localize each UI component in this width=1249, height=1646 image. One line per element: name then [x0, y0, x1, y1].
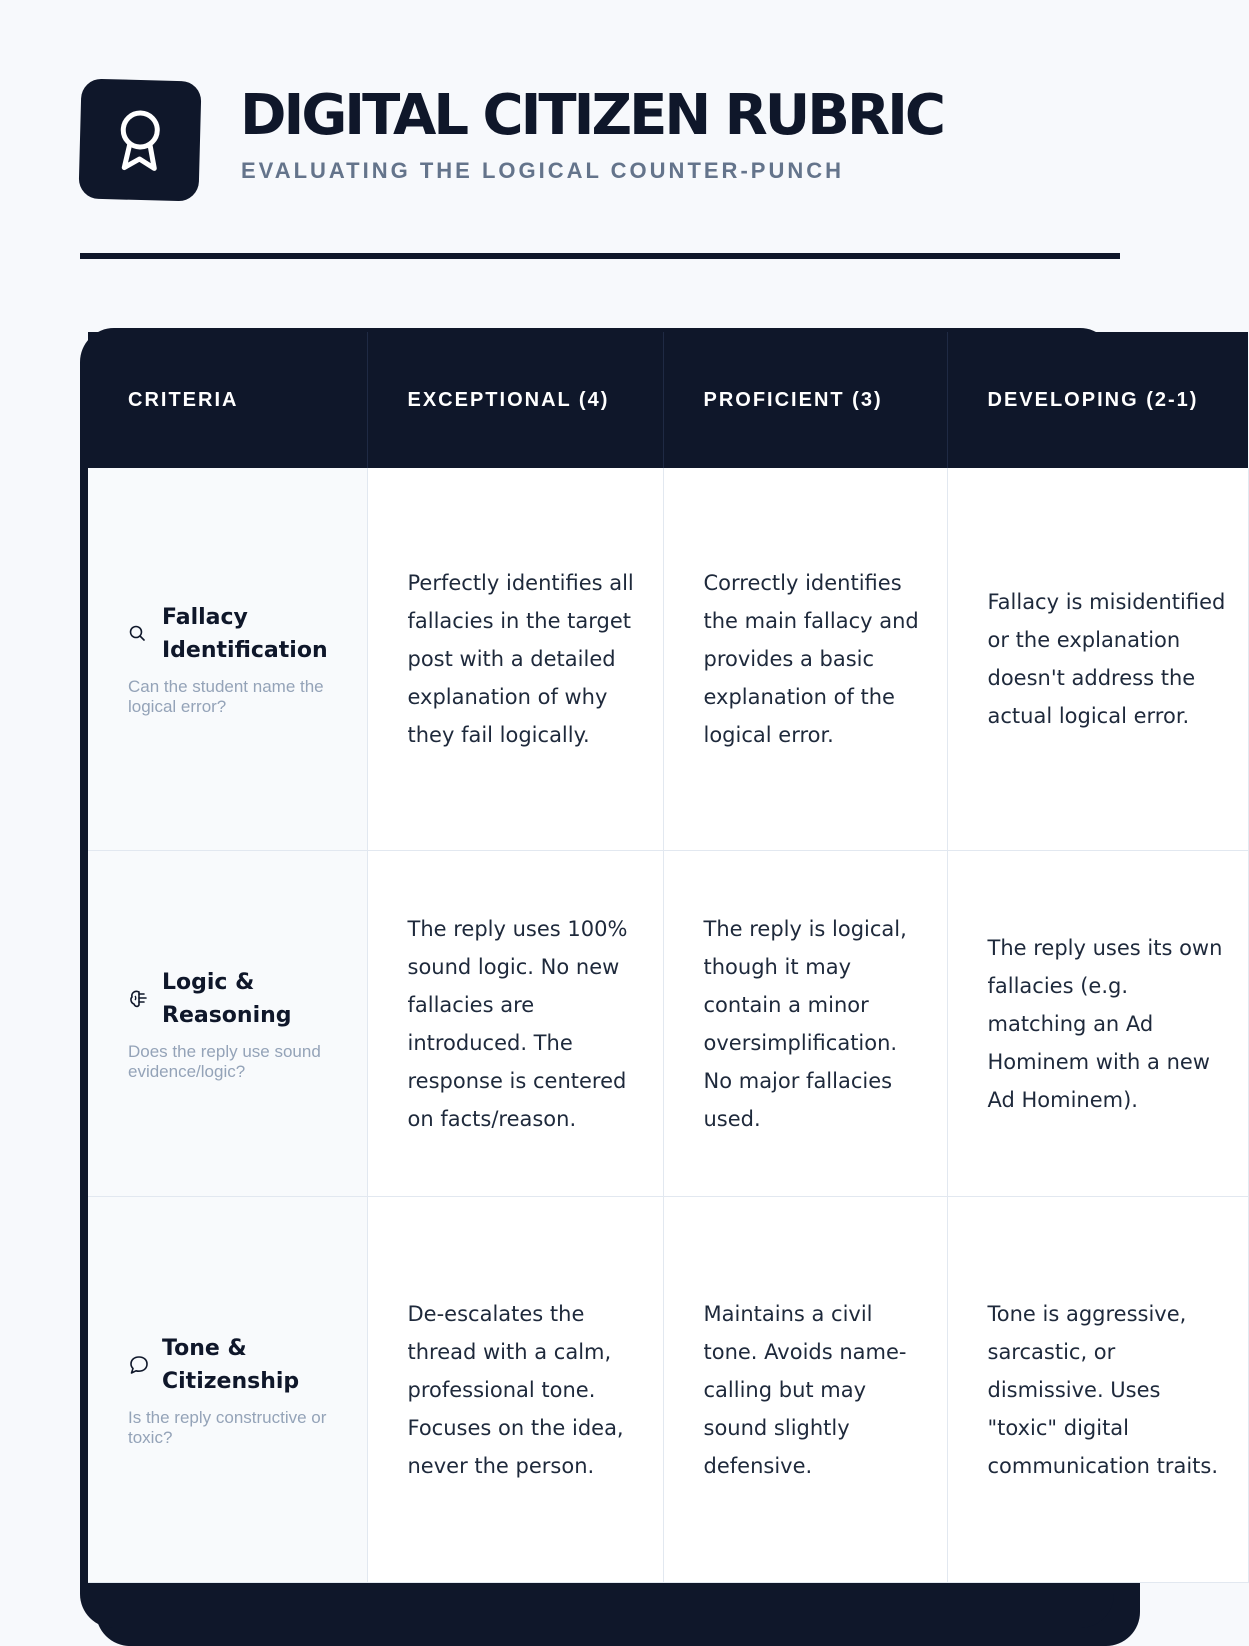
criterion-cell — [88, 1197, 367, 1583]
rubric-table — [88, 332, 1249, 1583]
criterion-title: Tone & Citizenship — [162, 1335, 300, 1394]
rubric-table-viewport[interactable] — [88, 332, 1226, 1628]
table-header-row — [88, 332, 1248, 468]
exceptional-cell: Perfectly identifies all fallacies in the target post with a detailed explanation of why they fail logically. — [367, 468, 663, 851]
proficient-cell: Maintains a civil tone. Avoids name-calling but may sound slightly defensive. — [663, 1197, 947, 1583]
page-subtitle: EVALUATING THE LOGICAL COUNTER-PUNCH — [241, 158, 844, 183]
header-divider — [80, 253, 1120, 259]
page-title: DIGITAL CITIZEN RUBRIC — [240, 83, 944, 148]
exceptional-cell: The reply uses 100% sound logic. No new fallacies are introduced. The response is centered on facts/reason. — [367, 851, 663, 1197]
page-header — [80, 78, 1120, 202]
brain-icon — [128, 986, 154, 1012]
criterion-question: Is the reply constructive or toxic? — [128, 1407, 327, 1447]
speech-bubble-icon — [128, 1352, 154, 1378]
criterion-cell — [88, 468, 367, 851]
search-icon — [128, 621, 154, 647]
table-row — [88, 468, 1248, 851]
column-header-exceptional: EXCEPTIONAL (4) — [367, 332, 663, 468]
criterion-question: Does the reply use sound evidence/logic? — [128, 1041, 321, 1081]
developing-cell: Tone is aggressive, sarcastic, or dismissive. Uses "toxic" digital communication traits. — [947, 1197, 1248, 1583]
criterion-title: Logic & Reasoning — [162, 969, 292, 1028]
logo-badge — [78, 78, 201, 201]
criterion-question: Can the student name the logical error? — [128, 677, 324, 716]
developing-cell: Fallacy is misidentified or the explanation doesn't address the actual logical error. — [947, 468, 1248, 851]
exceptional-cell: De-escalates the thread with a calm, professional tone. Focuses on the idea, never the person. — [367, 1197, 663, 1583]
developing-cell: The reply uses its own fallacies (e.g. matching an Ad Hominem with a new Ad Hominem). — [947, 851, 1248, 1197]
award-ribbon-icon — [116, 107, 164, 172]
criterion-title: Fallacy Identification — [162, 605, 328, 663]
criterion-cell — [88, 851, 367, 1197]
proficient-cell: Correctly identifies the main fallacy and provides a basic explanation of the logical error. — [663, 468, 947, 851]
column-header-criteria: CRITERIA — [88, 332, 367, 468]
rubric-card — [80, 328, 1226, 1628]
table-row — [88, 1197, 1248, 1583]
column-header-proficient: PROFICIENT (3) — [663, 332, 947, 468]
proficient-cell: The reply is logical, though it may contain a minor oversimplification. No major fallacies used. — [663, 851, 947, 1197]
column-header-developing: DEVELOPING (2-1) — [947, 332, 1248, 468]
table-row — [88, 851, 1248, 1197]
